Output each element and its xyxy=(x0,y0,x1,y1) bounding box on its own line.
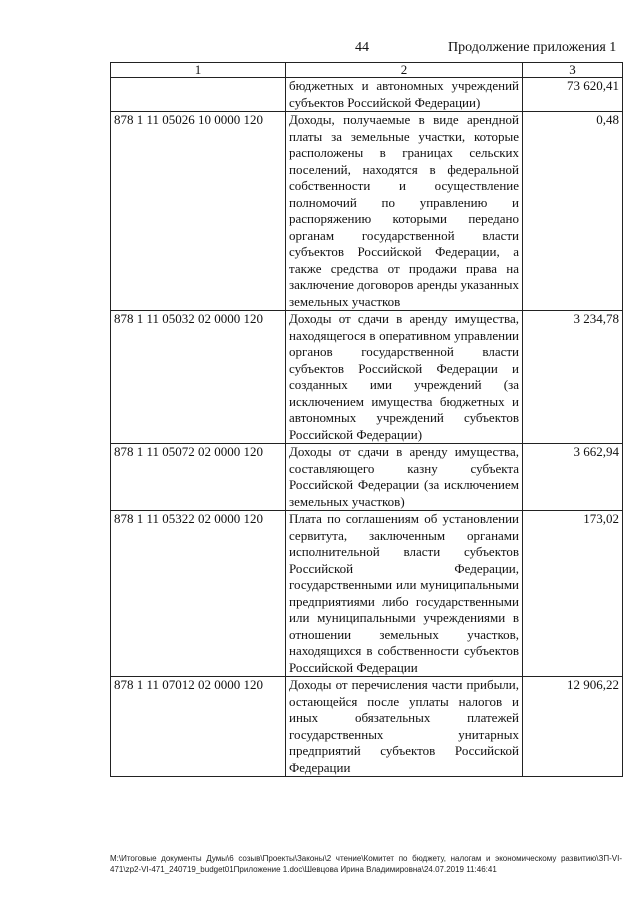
table-row xyxy=(111,444,623,511)
row-amount: 73 620,41 xyxy=(523,78,623,112)
row-description: Доходы от сдачи в аренду имущества, находящегося в оперативном управлении органов государственной власти субъектов Российской Федерации и созданных ими учреждений (за исключением имущества бюджетных и автономных учреждений субъектов Российской Федерации) xyxy=(286,311,523,444)
row-code: 878 1 11 07012 02 0000 120 xyxy=(111,677,286,777)
table-row xyxy=(111,311,623,444)
row-description: Плата по соглашениям об установлении сервитута, заключенным органами исполнительной власти субъектов Российской Федерации, государственными или муниципальными предприятиями либо государственными или муниципальными учреждениями в отношении земельных участков, находящихся в собственности субъектов Российской Федерации xyxy=(286,511,523,677)
row-code xyxy=(111,78,286,112)
row-amount: 173,02 xyxy=(523,511,623,677)
continuation-label: Продолжение приложения 1 xyxy=(448,40,617,55)
column-header-3: 3 xyxy=(523,63,623,78)
document-path-footer: M:\Итоговые документы Думы\6 созыв\Проекты\Законы\2 чтение\Комитет по бюджету, налогам и экономическому развитию\ЗП-VI-471\zp2-VI-471_240719_budget01Приложение 1.doc\Шевцова Ирина Владимировна\24.07.2019 11:46:41 xyxy=(110,854,622,874)
table-row xyxy=(111,112,623,311)
table-row xyxy=(111,511,623,677)
row-description: Доходы от сдачи в аренду имущества, составляющего казну субъекта Российской Федерации (за исключением земельных участков) xyxy=(286,444,523,511)
row-description: Доходы от перечисления части прибыли, остающейся после уплаты налогов и иных обязательных платежей государственных унитарных предприятий субъектов Российской Федерации xyxy=(286,677,523,777)
page-header xyxy=(0,40,640,60)
row-amount: 3 234,78 xyxy=(523,311,623,444)
row-code: 878 1 11 05322 02 0000 120 xyxy=(111,511,286,677)
row-amount: 0,48 xyxy=(523,112,623,311)
row-amount: 12 906,22 xyxy=(523,677,623,777)
page-number: 44 xyxy=(355,40,369,55)
row-code: 878 1 11 05032 02 0000 120 xyxy=(111,311,286,444)
row-description: Доходы, получаемые в виде арендной платы за земельные участки, которые расположены в границах сельских поселений, находятся в федеральной собственности и осуществление полномочий по управлению и распоряжению которыми передано органам государственной власти субъектов Российской Федерации, а также средства от продажи права на заключение договоров аренды указанных земельных участков xyxy=(286,112,523,311)
row-code: 878 1 11 05026 10 0000 120 xyxy=(111,112,286,311)
row-code: 878 1 11 05072 02 0000 120 xyxy=(111,444,286,511)
column-header-1: 1 xyxy=(111,63,286,78)
column-header-2: 2 xyxy=(286,63,523,78)
table-row xyxy=(111,78,623,112)
table-row xyxy=(111,677,623,777)
revenue-table xyxy=(110,62,623,777)
row-description: бюджетных и автономных учреждений субъектов Российской Федерации) xyxy=(286,78,523,112)
row-amount: 3 662,94 xyxy=(523,444,623,511)
table-header-row xyxy=(111,63,623,78)
